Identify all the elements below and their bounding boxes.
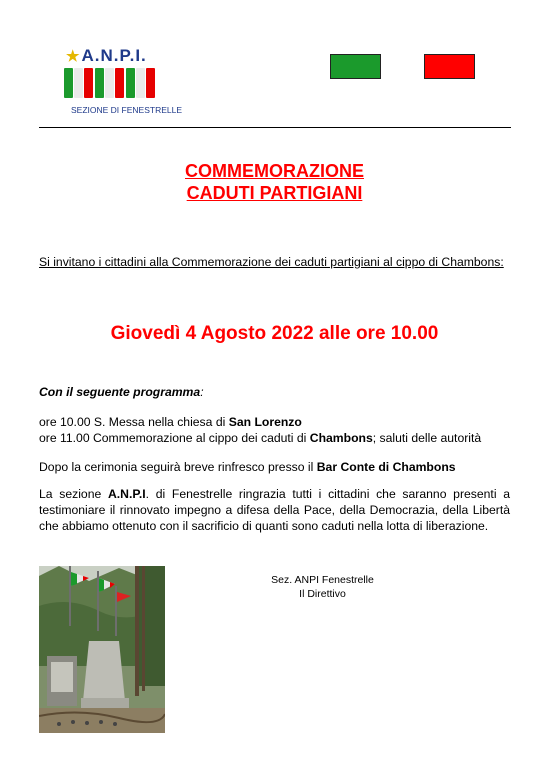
thanks-paragraph: La sezione A.N.P.I. di Fenestrelle ringrazia tutti i cittadini che saranno presenti a testimoniare il rinnovato impegno a difesa della Pace, della Democrazia, della Libertà che abbiamo ottenuto con il sacrificio di quanti sono caduti nella lotta di liberazione.: [39, 487, 510, 533]
star-icon: ★: [66, 48, 81, 65]
event-date: Giovedì 4 Agosto 2022 alle ore 10.00: [110, 323, 439, 344]
anpi-logo-flags: [64, 68, 157, 98]
signature: [250, 573, 395, 601]
program-heading: Con il seguente programma:: [39, 385, 204, 399]
signature-line-1: Sez. ANPI Fenestrelle: [271, 574, 374, 586]
invitation-text: Si invitano i cittadini alla Commemorazione dei caduti partigiani al cippo di Chambons:: [39, 255, 504, 269]
reception-text: Dopo la cerimonia seguirà breve rinfresco presso il Bar Conte di Chambons: [39, 460, 456, 474]
red-flag-box: [424, 54, 475, 79]
memorial-photo: [39, 566, 165, 733]
logo-label: A.N.P.I.: [81, 46, 147, 65]
program-row-commemoration: ore 11.00 Commemorazione al cippo dei caduti di Chambons; saluti delle autorità: [39, 431, 482, 445]
signature-line-2: Il Direttivo: [299, 588, 346, 600]
title-line-2: CADUTI PARTIGIANI: [186, 183, 363, 203]
logo-section-label: SEZIONE DI FENESTRELLE: [71, 105, 182, 115]
green-flag-box: [330, 54, 381, 79]
anpi-logo-text: [66, 46, 147, 66]
title-line-1: COMMEMORAZIONE: [185, 161, 364, 181]
program-row-mass: ore 10.00 S. Messa nella chiesa di San Lorenzo: [39, 415, 302, 429]
header-rule: [39, 127, 511, 128]
page-title: [0, 160, 549, 204]
